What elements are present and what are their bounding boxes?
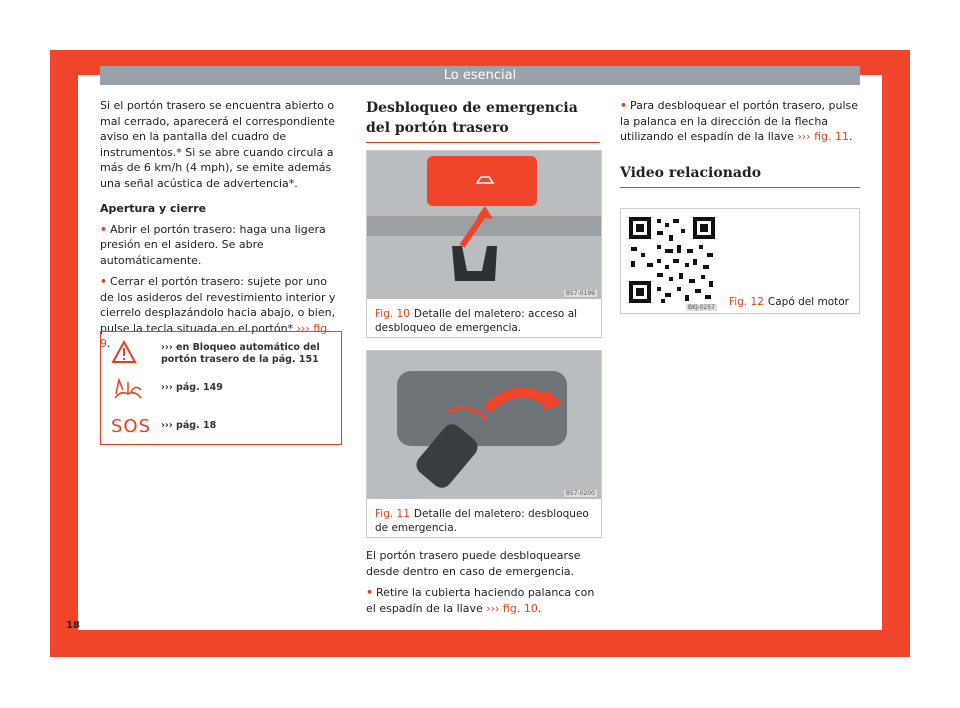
fig11-caption: Fig. 11 Detalle del maletero: desbloqueo de emergencia. [375,508,589,534]
fig10-code: B57-0199 [565,290,595,297]
bullet-abrir: • Abrir el portón trasero: haga una ligera presión en el asidero. Se abre automáticamente. [100,222,326,267]
warning-triangle-icon [111,340,137,364]
subheading-apertura: Apertura y cierre [100,202,207,215]
middle-column [366,98,600,143]
bullet-desbloquear: • Para desbloquear el portón trasero, pulse la palanca en la dirección de la flecha utilizando el espadín de la llave ››› fig. 11. [620,99,859,143]
figure-11 [366,350,602,538]
fig10-caption: Fig. 10 Detalle del maletero: acceso al desbloqueo de emergencia. [375,308,578,334]
figure-10 [366,150,602,338]
fig9-link[interactable]: ››› fig. 9 [100,321,331,350]
page-number: 18 [66,620,80,631]
manual-ref[interactable]: ››› pág. 149 [161,382,223,393]
bullet-retire: • Retire la cubierta haciendo palanca con el espadín de la llave ››› fig. 10. [366,586,595,615]
bullet-cerrar: • Cerrar el portón trasero: sujete por uno de los asideros del revestimiento interior y cierrelo desplazándolo hacia abajo, o bien, pulse la tecla situada en el portón* ››› fig. 9. [100,275,336,350]
warning-box [100,331,342,445]
sos-ref[interactable]: ››› pág. 18 [161,420,217,431]
manual-book-icon [111,376,145,402]
fig10-link[interactable]: ››› fig. 10 [486,601,538,615]
fig12-caption: Fig. 12 Capó del motor [729,296,849,308]
video-title: Video relacionado [620,163,860,188]
fig11-link[interactable]: ››› fig. 11 [797,130,849,143]
trunk-release-illustration [367,351,601,499]
fig11-code: B57-0200 [565,490,595,497]
emergency-text: El portón trasero puede desbloquearse desde dentro en caso de emergencia. [366,549,581,578]
middle-title: Desbloqueo de emergencia del portón trasero [366,98,600,143]
fig12-code: BKJ-0257 [687,304,715,311]
section-header: Lo esencial [100,66,860,85]
warning-ref[interactable]: ››› en Bloqueo automático del portón trasero de la pág. 151 [161,342,320,365]
trunk-latch-illustration [367,151,601,299]
intro-text: Si el portón trasero se encuentra abierto o mal cerrado, aparecerá el correspondiente aviso en la pantalla del cuadro de instrumentos.* Si se abre cuando circula a más de 6 km/h (4 mph), se emite además una señal acústica de advertencia*. [100,99,335,190]
right-column [620,98,860,188]
middle-text [366,548,600,622]
sos-label: SOS [111,416,152,437]
qr-code-icon[interactable] [627,215,717,305]
figure-12 [620,208,860,314]
left-column [100,98,340,358]
